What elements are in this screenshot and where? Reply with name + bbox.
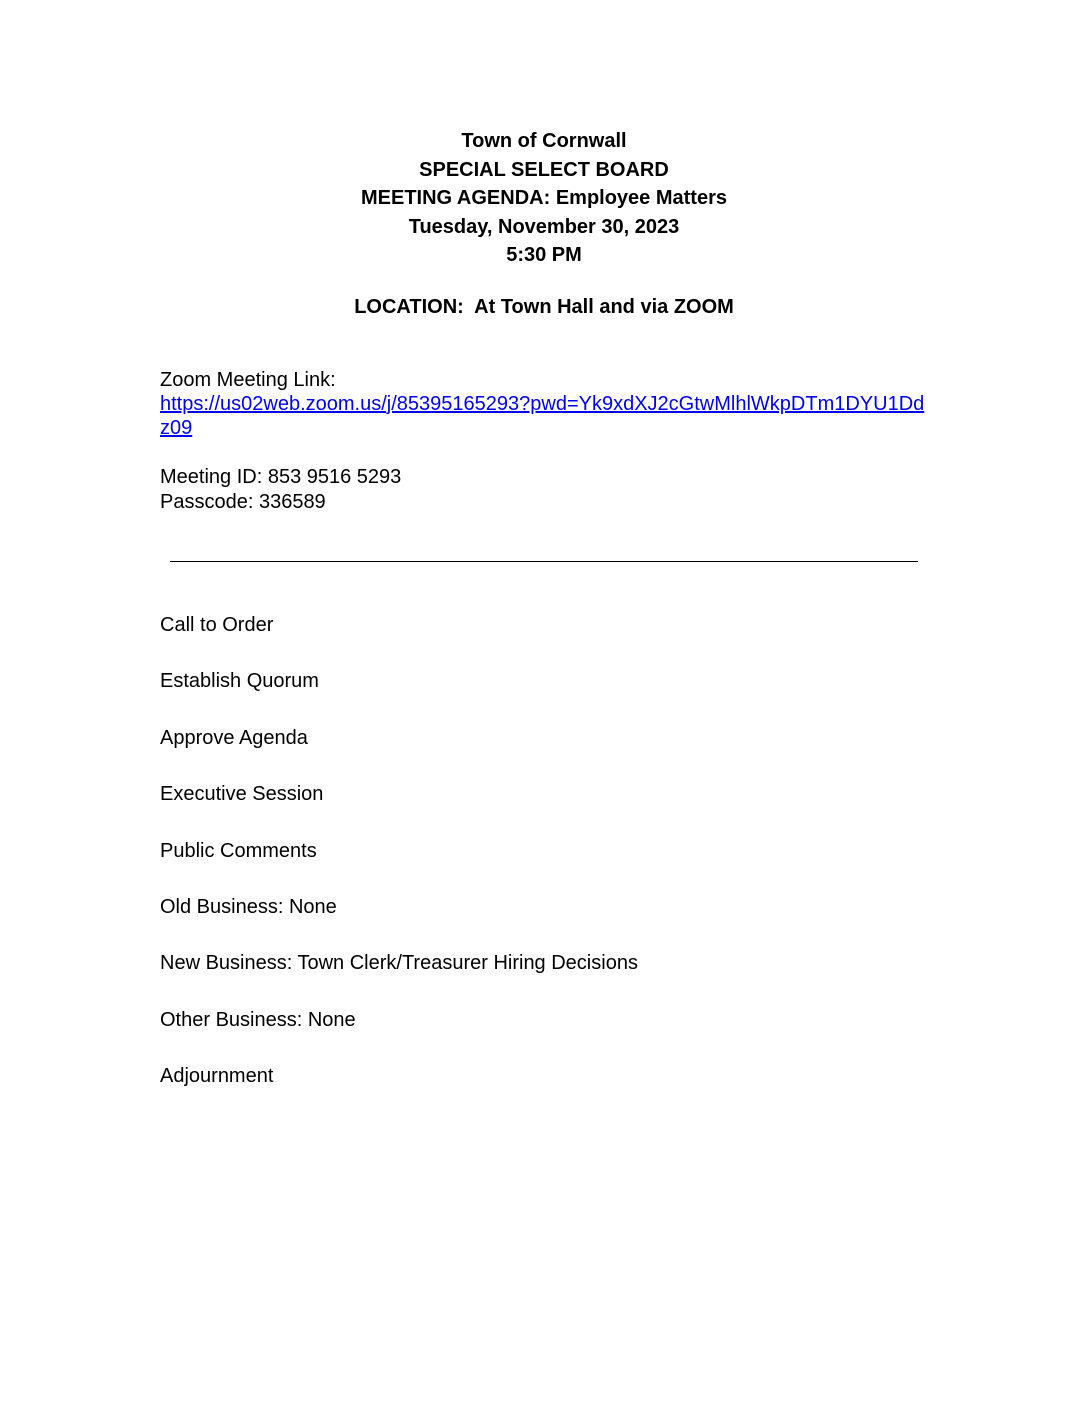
meeting-location: LOCATION: At Town Hall and via ZOOM: [354, 296, 734, 318]
zoom-info: [160, 368, 940, 440]
agenda-item: Adjournment: [160, 1065, 274, 1088]
agenda-item: Executive Session: [160, 783, 324, 806]
town-name: Town of Cornwall: [461, 130, 627, 152]
zoom-link-label: Zoom Meeting Link:: [160, 369, 336, 391]
board-name: SPECIAL SELECT BOARD: [419, 158, 669, 181]
meeting-time: 5:30 PM: [506, 244, 582, 266]
agenda-item: New Business: Town Clerk/Treasurer Hiring Decisions: [160, 952, 638, 975]
meeting-date: Tuesday, November 30, 2023: [408, 215, 680, 238]
meeting-id: Meeting ID: 853 9516 5293: [160, 466, 402, 488]
agenda-title: MEETING AGENDA: Employee Matters: [361, 187, 727, 209]
passcode: Passcode: 336589: [160, 491, 326, 513]
divider: [170, 561, 918, 562]
zoom-meeting-link[interactable]: https://us02web.zoom.us/j/85395165293?pwd=Yk9xdXJ2cGtwMlhlWkpDTm1DYU1Ddz09: [160, 393, 925, 439]
agenda-item: Approve Agenda: [160, 726, 308, 749]
document-header: [0, 127, 1088, 270]
agenda-item: Establish Quorum: [160, 670, 319, 693]
agenda-item: Public Comments: [160, 839, 317, 862]
agenda-item: Call to Order: [160, 614, 274, 636]
agenda-item: Other Business: None: [160, 1008, 356, 1031]
agenda-list: [160, 612, 638, 1120]
meeting-credentials: [160, 465, 401, 515]
agenda-item: Old Business: None: [160, 895, 337, 918]
